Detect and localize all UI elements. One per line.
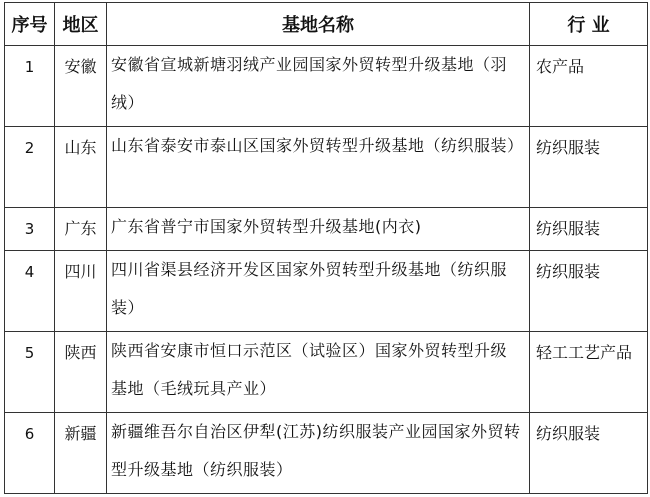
row-region: 四川 — [55, 251, 107, 332]
header-region: 地区 — [55, 3, 107, 46]
table-row — [5, 46, 648, 127]
header-index: 序号 — [5, 3, 55, 46]
header-industry: 行 业 — [530, 3, 648, 46]
row-base-name: 新疆维吾尔自治区伊犁(江苏)纺织服装产业园国家外贸转型升级基地（纺织服装） — [107, 413, 530, 494]
row-index: 6 — [5, 413, 55, 494]
row-industry: 纺织服装 — [530, 251, 648, 332]
row-region: 广东 — [55, 207, 107, 250]
row-index: 1 — [5, 46, 55, 127]
row-base-name: 四川省渠县经济开发区国家外贸转型升级基地（纺织服装） — [107, 251, 530, 332]
row-base-name: 广东省普宁市国家外贸转型升级基地(内衣) — [107, 207, 530, 250]
row-region: 安徽 — [55, 46, 107, 127]
header-row — [5, 3, 648, 46]
row-base-name: 安徽省宣城新塘羽绒产业园国家外贸转型升级基地（羽绒） — [107, 46, 530, 127]
row-index: 5 — [5, 332, 55, 413]
table-row — [5, 332, 648, 413]
row-region: 陕西 — [55, 332, 107, 413]
header-name: 基地名称 — [107, 3, 530, 46]
table-row — [5, 126, 648, 207]
row-industry: 纺织服装 — [530, 207, 648, 250]
row-region: 新疆 — [55, 413, 107, 494]
row-index: 2 — [5, 126, 55, 207]
base-table — [4, 2, 648, 494]
row-base-name: 山东省泰安市泰山区国家外贸转型升级基地（纺织服装） — [107, 126, 530, 207]
row-region: 山东 — [55, 126, 107, 207]
row-industry: 农产品 — [530, 46, 648, 127]
row-industry: 纺织服装 — [530, 413, 648, 494]
row-industry: 轻工工艺产品 — [530, 332, 648, 413]
table-row — [5, 413, 648, 494]
row-index: 3 — [5, 207, 55, 250]
table-row — [5, 251, 648, 332]
row-industry: 纺织服装 — [530, 126, 648, 207]
table-row — [5, 207, 648, 250]
row-base-name: 陕西省安康市恒口示范区（试验区）国家外贸转型升级基地（毛绒玩具产业） — [107, 332, 530, 413]
row-index: 4 — [5, 251, 55, 332]
